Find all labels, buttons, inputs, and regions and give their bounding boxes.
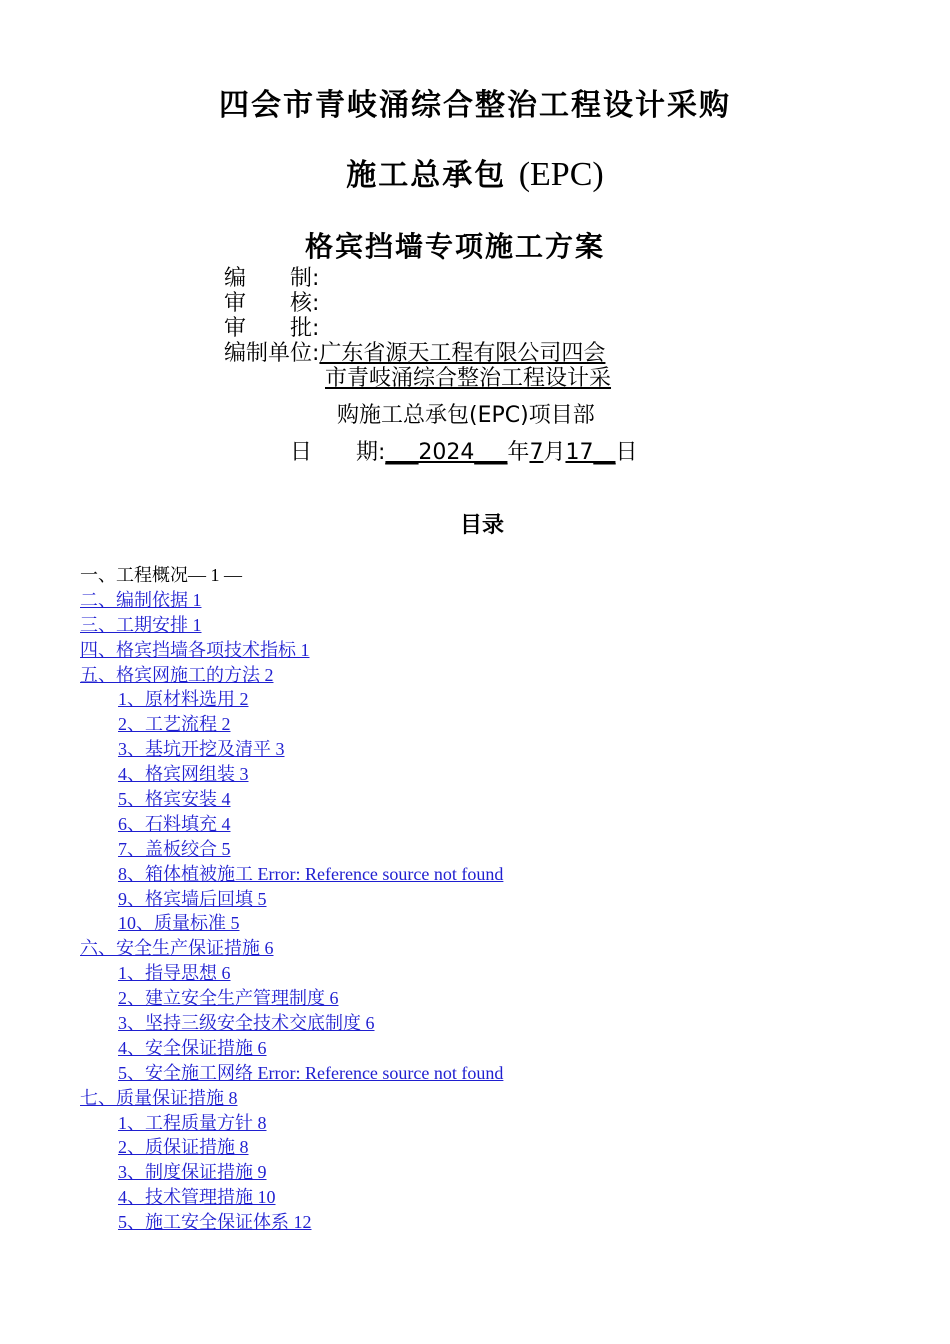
toc-entry: 一、工程概况— 1 — xyxy=(80,565,242,585)
toc-entry[interactable]: 二、编制依据 1 xyxy=(80,589,202,610)
toc-entry[interactable]: 8、箱体植被施工 Error: Reference source not found xyxy=(118,863,504,884)
toc-entry[interactable]: 4、技术管理措施 10 xyxy=(118,1187,276,1208)
unit-value-line1: 广东省源天工程有限公司四会 xyxy=(319,341,606,366)
review-row xyxy=(224,291,319,316)
date-day-suffix: 日 xyxy=(615,440,638,465)
date-day: 17__ xyxy=(565,440,616,465)
document-subtitle: 格宾挡墙专项施工方案 xyxy=(304,230,605,263)
toc-entry[interactable]: 2、工艺流程 2 xyxy=(118,714,231,735)
toc-entry[interactable]: 3、基坑开挖及清平 3 xyxy=(118,739,285,760)
toc-entry[interactable]: 3、制度保证措施 9 xyxy=(118,1162,267,1183)
document-title-line1: 四会市青岐涌综合整治工程设计采购 xyxy=(219,88,731,123)
date-year-suffix: 年 xyxy=(507,440,530,465)
toc-entry[interactable]: 六、安全生产保证措施 6 xyxy=(80,938,274,959)
toc-entry[interactable]: 2、质保证措施 8 xyxy=(118,1137,249,1158)
toc-entry[interactable]: 3、坚持三级安全技术交底制度 6 xyxy=(118,1013,375,1034)
date-year: ___2024___ xyxy=(385,440,508,465)
approve-label: 审 批: xyxy=(224,316,320,341)
toc-title: 目录 xyxy=(459,513,504,538)
toc-entry[interactable]: 10、质量标准 5 xyxy=(118,913,240,934)
date-row xyxy=(290,440,637,465)
toc-entry[interactable]: 七、质量保证措施 8 xyxy=(80,1087,238,1108)
approve-row xyxy=(224,316,319,341)
date-label: 日 期: xyxy=(290,440,386,465)
toc-entry[interactable]: 2、建立安全生产管理制度 6 xyxy=(118,988,339,1009)
document-title-line2 xyxy=(0,150,950,194)
toc-entry[interactable]: 四、格宾挡墙各项技术指标 1 xyxy=(80,639,310,660)
toc-entry[interactable]: 1、原材料选用 2 xyxy=(118,689,249,710)
date-month: 7 xyxy=(529,440,544,465)
title-epc: (EPC) xyxy=(518,156,604,193)
title-line2-text: 施工总承包 xyxy=(346,158,507,193)
toc-entry[interactable]: 4、格宾网组装 3 xyxy=(118,764,249,785)
unit-row xyxy=(224,341,605,366)
compile-row xyxy=(224,266,319,291)
toc-entry[interactable]: 7、盖板绞合 5 xyxy=(118,838,231,859)
toc-entry[interactable]: 9、格宾墙后回填 5 xyxy=(118,888,267,909)
unit-label: 编制单位: xyxy=(224,341,320,366)
unit-value-line2: 市青岐涌综合整治工程设计采 xyxy=(325,366,612,391)
toc-entry[interactable]: 5、格宾安装 4 xyxy=(118,789,231,810)
toc-entry[interactable]: 1、工程质量方针 8 xyxy=(118,1112,267,1133)
toc-entry[interactable]: 三、工期安排 1 xyxy=(80,614,202,635)
toc-entry[interactable]: 五、格宾网施工的方法 2 xyxy=(80,664,274,685)
table-of-contents xyxy=(80,563,940,1235)
toc-entry[interactable]: 1、指导思想 6 xyxy=(118,963,231,984)
toc-entry[interactable]: 4、安全保证措施 6 xyxy=(118,1037,267,1058)
date-month-suffix: 月 xyxy=(543,440,566,465)
unit-value-line3: 购施工总承包(EPC)项目部 xyxy=(337,403,595,428)
compile-label: 编 制: xyxy=(224,266,320,291)
toc-entry[interactable]: 5、安全施工网络 Error: Reference source not found xyxy=(118,1062,504,1083)
toc-entry[interactable]: 6、石料填充 4 xyxy=(118,813,231,834)
review-label: 审 核: xyxy=(224,291,320,316)
toc-entry[interactable]: 5、施工安全保证体系 12 xyxy=(118,1212,312,1233)
